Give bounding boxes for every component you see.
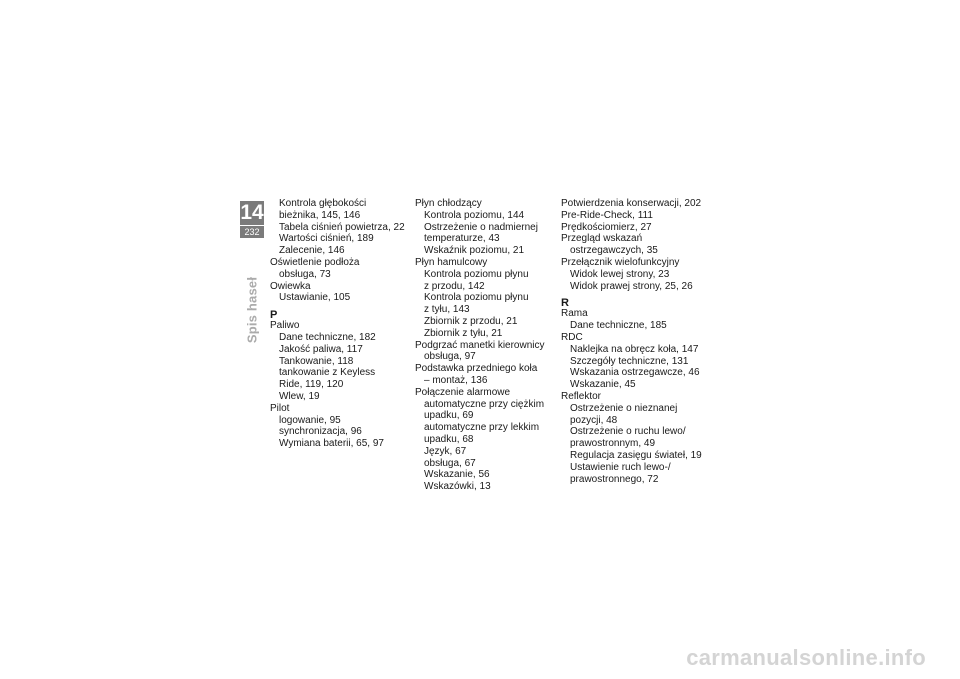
index-subentry: Naklejka na obręcz koła, 147 <box>570 343 699 355</box>
index-subentry: Widok prawej strony, 25, 26 <box>570 280 693 292</box>
index-subentry: Wskazanie, 56 <box>424 469 490 481</box>
index-subentry: automatyczne przy ciężkim <box>424 398 545 410</box>
index-letter-heading: R <box>561 297 569 310</box>
index-subentry: Ustawienie ruch lewo-/ <box>570 461 671 473</box>
index-subentry: prawostronnego, 72 <box>570 473 659 485</box>
index-subentry: Dane techniczne, 185 <box>570 320 667 332</box>
index-subentry: Wskazówki, 13 <box>424 481 491 493</box>
index-subentry: bieżnika, 145, 146 <box>279 209 361 221</box>
index-subentry: Wskazania ostrzegawcze, 46 <box>570 367 700 379</box>
index-entry: Płyn hamulcowy <box>415 256 488 268</box>
page-number: 232 <box>244 227 260 237</box>
index-entry: Pilot <box>270 402 290 414</box>
index-entry: Oświetlenie podłoża <box>270 256 360 268</box>
index-subentry: Tankowanie, 118 <box>279 355 354 367</box>
index-subentry: Kontrola poziomu płynu <box>424 268 529 280</box>
index-subentry: Widok lewej strony, 23 <box>570 268 670 280</box>
index-entry: Paliwo <box>270 320 300 332</box>
index-subentry: Ostrzeżenie o nieznanej <box>570 402 678 414</box>
index-subentry: Kontrola głębokości <box>279 198 367 209</box>
index-subentry: Kontrola poziomu płynu <box>424 292 529 304</box>
index-subentry: logowanie, 95 <box>279 414 341 426</box>
index-subentry: Wartości ciśnień, 189 <box>279 233 374 245</box>
index-subentry: z tyłu, 143 <box>424 304 470 316</box>
index-subentry: Szczegóły techniczne, 131 <box>570 355 689 367</box>
index-subentry: upadku, 69 <box>424 410 474 422</box>
index-subentry: Język, 67 <box>424 445 467 457</box>
index-entry: Przegląd wskazań <box>561 233 643 245</box>
index-entry: Reflektor <box>561 390 602 402</box>
index-subentry: prawostronnym, 49 <box>570 438 656 450</box>
index-subentry: tankowanie z Keyless <box>279 367 376 379</box>
index-subentry: synchronizacja, 96 <box>279 426 362 438</box>
index-entry: RDC <box>561 331 583 343</box>
index-subentry: z przodu, 142 <box>424 280 485 292</box>
index-subentry: obsługa, 73 <box>279 268 331 280</box>
index-entry: Potwierdzenia konserwacji, 202 <box>561 198 702 209</box>
index-subentry: Jakość paliwa, 117 <box>279 343 363 355</box>
index-subentry: Wlew, 19 <box>279 390 320 402</box>
index-entry: Owiewka <box>270 280 311 292</box>
index-entry: Rama <box>561 308 588 320</box>
index-subentry: obsługa, 67 <box>424 457 476 469</box>
index-entry: Przełącznik wielofunkcyjny <box>561 256 680 268</box>
index-subentry: Tabela ciśnień powietrza, 22 <box>279 221 405 233</box>
chapter-number: 14 <box>240 201 264 224</box>
index-entry: Podstawka przedniego koła <box>415 363 538 375</box>
index-entry: Prędkościomierz, 27 <box>561 221 652 233</box>
index-subentry: ostrzegawczych, 35 <box>570 245 658 257</box>
index-subentry: Wskazanie, 45 <box>570 379 636 391</box>
index-column-1 <box>270 198 405 450</box>
index-subentry: pozycji, 48 <box>570 414 618 426</box>
index-subentry: obsługa, 97 <box>424 351 476 363</box>
index-subentry: Zbiornik z tyłu, 21 <box>424 327 503 339</box>
index-subentry: automatyczne przy lekkim <box>424 422 540 434</box>
index-letter-heading: P <box>270 309 278 322</box>
index-subentry: Regulacja zasięgu świateł, 19 <box>570 449 702 461</box>
index-entry: Podgrzać manetki kierownicy <box>415 339 545 351</box>
index-entry: Płyn chłodzący <box>415 198 482 209</box>
index-subentry: – montaż, 136 <box>424 374 488 386</box>
index-column-2 <box>415 198 545 493</box>
index-subentry: Ostrzeżenie o ruchu lewo/ <box>570 426 686 438</box>
index-subentry: upadku, 68 <box>424 433 474 445</box>
index-column-3 <box>561 198 702 485</box>
index-subentry: Ostrzeżenie o nadmiernej <box>424 221 538 233</box>
index-subentry: Kontrola poziomu, 144 <box>424 209 525 221</box>
chapter-tab <box>240 201 264 238</box>
index-entry: Połączenie alarmowe <box>415 386 511 398</box>
index-subentry: Dane techniczne, 182 <box>279 331 376 343</box>
index-subentry: Ustawianie, 105 <box>279 292 351 304</box>
index-subentry: temperaturze, 43 <box>424 233 500 245</box>
index-subentry: Zalecenie, 146 <box>279 245 345 257</box>
index-subentry: Wymiana baterii, 65, 97 <box>279 438 384 450</box>
index-subentry: Ride, 119, 120 <box>279 379 344 391</box>
index-subentry: Wskaźnik poziomu, 21 <box>424 245 525 257</box>
section-title: Spis haseł <box>244 276 260 344</box>
index-entry: Pre-Ride-Check, 111 <box>561 209 653 221</box>
index-subentry: Zbiornik z przodu, 21 <box>424 315 518 327</box>
watermark: carmanualsonline.info <box>686 645 926 670</box>
